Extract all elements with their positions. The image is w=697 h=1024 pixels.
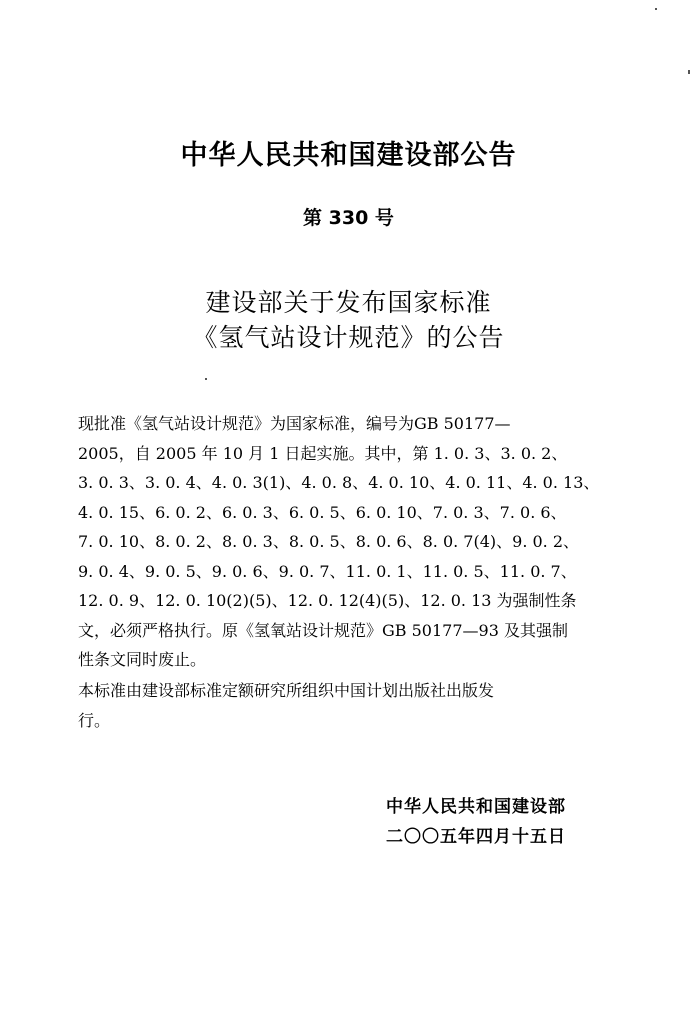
paragraph-line: 7. 0. 10、8. 0. 2、8. 0. 3、8. 0. 5、8. 0. 6、8. 0. 7(4)、9. 0. 2、 (78, 532, 580, 551)
paragraph-line: 3. 0. 3、3. 0. 4、4. 0. 3(1)、4. 0. 8、4. 0. 10、4. 0. 11、4. 0. 13、 (78, 473, 600, 492)
body-paragraph-1 (78, 409, 638, 675)
scan-speck (655, 8, 657, 10)
paragraph-line: 性条文同时废止。 (78, 650, 207, 669)
body-paragraph-2 (78, 676, 638, 735)
paragraph-line: 9. 0. 4、9. 0. 5、9. 0. 6、9. 0. 7、11. 0. 1、11. 0. 5、11. 0. 7、 (78, 561, 577, 581)
paragraph-line: 本标准由建设部标准定额研究所组织中国计划出版社出版发 (78, 681, 495, 700)
scan-speck (688, 70, 690, 74)
scan-speck (205, 378, 207, 380)
paragraph-line: 12. 0. 9、12. 0. 10(2)(5)、12. 0. 12(4)(5)、12. 0. 13 为强制性条 (78, 591, 577, 610)
signature-date: 二〇〇五年四月十五日 (386, 827, 566, 847)
announcement-number: 第 330 号 (303, 207, 394, 229)
subtitle-line-2: 《氢气站设计规范》的公告 (192, 323, 505, 352)
paragraph-line: 4. 0. 15、6. 0. 2、6. 0. 3、6. 0. 5、6. 0. 10、7. 0. 3、7. 0. 6、 (78, 502, 567, 522)
signature-organization: 中华人民共和国建设部 (386, 797, 566, 817)
subtitle-line-1: 建设部关于发布国家标准 (205, 288, 492, 317)
paragraph-line: 现批准《氢气站设计规范》为国家标准，编号为GB 50177— (78, 414, 511, 433)
paragraph-line: 行。 (78, 710, 111, 730)
paragraph-line: 2005，自 2005 年 10 月 1 日起实施。其中，第 1. 0. 3、3. 0. 2、 (78, 443, 568, 463)
page-title: 中华人民共和国建设部公告 (180, 140, 517, 171)
paragraph-line: 文，必须严格执行。原《氢氧站设计规范》GB 50177—93 及其强制 (78, 620, 568, 640)
